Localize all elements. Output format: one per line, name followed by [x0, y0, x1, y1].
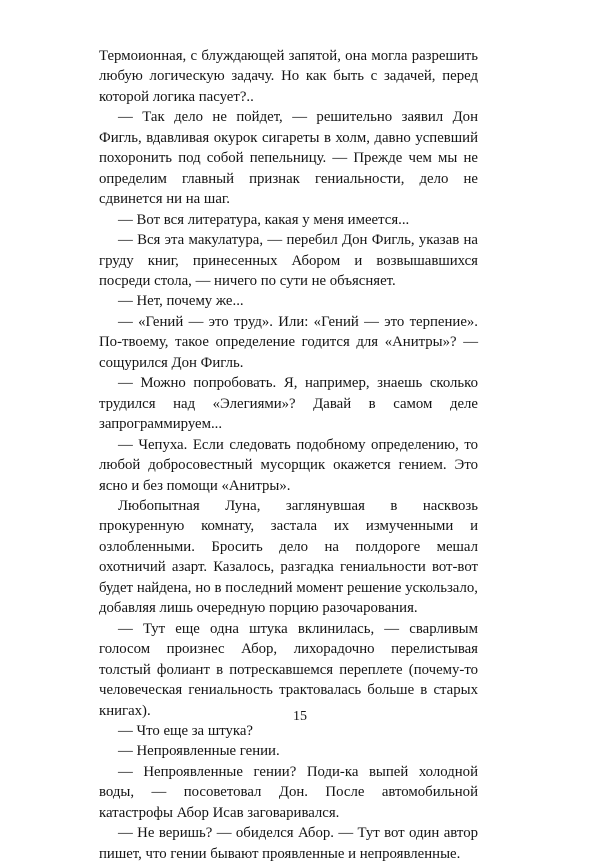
- paragraph: — «Гений — это труд». Или: «Гений — это терпение». По-твоему, такое определение годится для «Анитры»? — сощурился Дон Фигль.: [99, 313, 478, 371]
- paragraph: — Вот вся литература, какая у меня имеется...: [118, 211, 410, 228]
- paragraph: — Непроявленные гении? Поди-ка выпей холодной воды, — посоветовал Дон. После автомобильной катастрофы Абор Исав заговаривался.: [99, 763, 478, 821]
- paragraph: — Так дело не пойдет, — решительно заявил Дон Фигль, вдавливая окурок сигареты в холм, давно успевший похоронить под собой пепельницу. — Прежде чем мы не определим главный признак гениальности, дело не сдвинется ни на шаг.: [99, 109, 478, 208]
- paragraph-continuation: Термоионная, с блуждающей запятой, она могла разрешить любую логическую задачу. Но как быть с задачей, перед которой логика пасует?..: [99, 48, 478, 105]
- paragraph: — Чепуха. Если следовать подобному определению, то любой добросовестный мусорщик окажется гением. Это ясно и без помощи «Анитры».: [99, 436, 478, 494]
- body-text: [99, 46, 478, 864]
- paragraph: — Что еще за штука?: [118, 722, 253, 739]
- page-number: 15: [293, 709, 307, 724]
- paragraph: — Нет, почему же...: [118, 293, 244, 310]
- paragraph: — Тут еще одна штука вклинилась, — сварливым голосом произнес Абор, лихорадочно перелистывая толстый фолиант в потрескавшемся переплете (почему-то человеческая гениальность трактовалась больше в старых книгах).: [99, 620, 478, 719]
- paragraph: — Не веришь? — обиделся Абор. — Тут вот один автор пишет, что гении бывают проявленные и непроявленные.: [99, 825, 478, 862]
- paragraph: — Можно попробовать. Я, например, знаешь сколько трудился над «Элегиями»? Давай в самом деле запрограммируем...: [99, 375, 478, 433]
- paragraph: — Непроявленные гении.: [118, 743, 280, 760]
- paragraph: Любопытная Луна, заглянувшая в насквозь прокуренную комнату, застала их измученными и озлобленными. Бросить дело на полдороге мешал охотничий азарт. Казалось, разгадка гениальности вот-вот будет найдена, но в последний момент решение ускользало, добавляя лишь очередную порцию разочарования.: [99, 497, 478, 617]
- paragraph: — Вся эта макулатура, — перебил Дон Фигль, указав на груду книг, принесенных Абором и возвышавшихся посреди стола, — ничего по сути не объясняет.: [99, 232, 478, 289]
